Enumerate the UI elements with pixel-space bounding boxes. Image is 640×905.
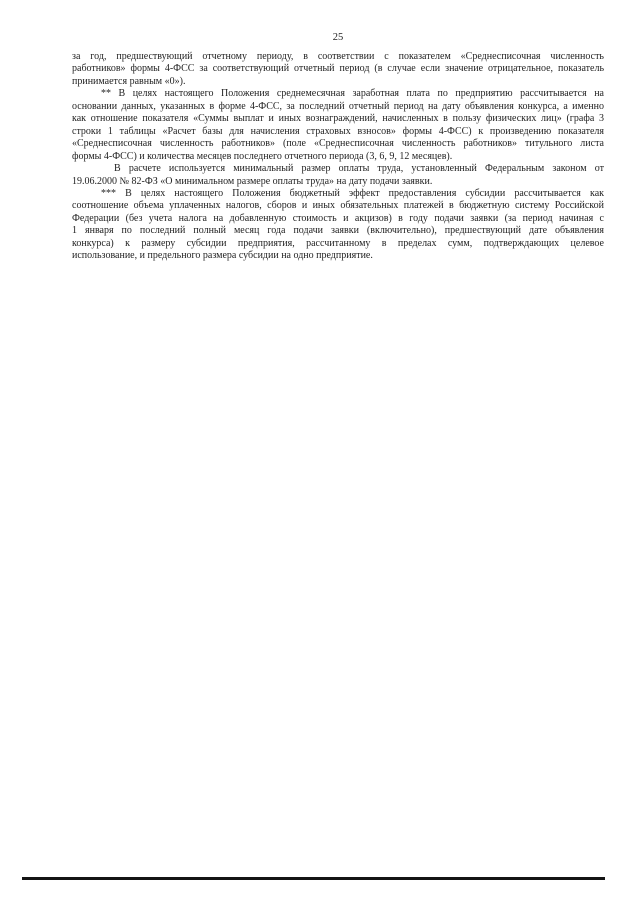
footnote-paragraph-minimum-wage (72, 163, 604, 188)
text-line: ** В целях настоящего Положения среднемесячная заработная плата по предприятию рассчитывается на (101, 88, 604, 100)
text-line: формы 4-ФСС) и количества месяцев последнего отчетного периода (3, 6, 9, 12 месяцев). (72, 150, 453, 162)
text-line: строки 1 таблицы «Расчет базы для начисления страховых взносов» формы 4-ФСС) к произведению показателя (72, 125, 604, 137)
text-line: за год, предшествующий отчетному периоду, в соответствии с показателем «Среднесписочная численность (72, 51, 604, 62)
bottom-divider-rule (22, 877, 605, 880)
text-line: 19.06.2000 № 82-ФЗ «О минимальном размере оплаты труда» на дату подачи заявки. (72, 175, 433, 187)
text-line: В расчете используется минимальный размер оплаты труда, установленный Федеральным законом от (114, 163, 604, 175)
text-line: 1 января по последний полный месяц года подачи заявки (включительно), предшествующий дате объявления (72, 225, 604, 237)
text-line: принимается равным «0»). (72, 75, 186, 87)
footnote-paragraph-budget-effect (72, 188, 604, 263)
text-line: основании данных, указанных в форме 4-ФСС, за последний отчетный период на дату объявления конкурса, а именно (72, 100, 604, 112)
footnote-paragraph-average-salary (72, 88, 604, 163)
text-line: Федерации (без учета налога на добавленную стоимость и акцизов) в году подачи заявки (за период начиная с (72, 212, 604, 224)
text-line: работников» формы 4-ФСС за соответствующий отчетный период (в случае если значение отрицательное, показатель (72, 63, 604, 75)
text-line: «Среднесписочная численность работников» (поле «Среднесписочная численность работников» титульного листа (72, 138, 604, 150)
document-body (72, 51, 604, 263)
text-line: как отношение показателя «Суммы выплат и иных вознаграждений, начисленных в пользу физических лиц» (графа 3 (72, 113, 604, 125)
text-line: конкурса) к размеру субсидии предприятия, рассчитанному в пределах сумм, подтверждающих целевое (72, 237, 604, 249)
text-line: *** В целях настоящего Положения бюджетный эффект предоставления субсидии рассчитывается как (101, 187, 604, 199)
page-number: 25 (332, 32, 344, 43)
text-line: соотношение объема уплаченных налогов, сборов и иных обязательных платежей в бюджетную систему Российской (72, 200, 604, 212)
text-line: использование, и предельного размера субсидии на одно предприятие. (72, 250, 373, 262)
footnote-paragraph-continuation (72, 51, 604, 88)
